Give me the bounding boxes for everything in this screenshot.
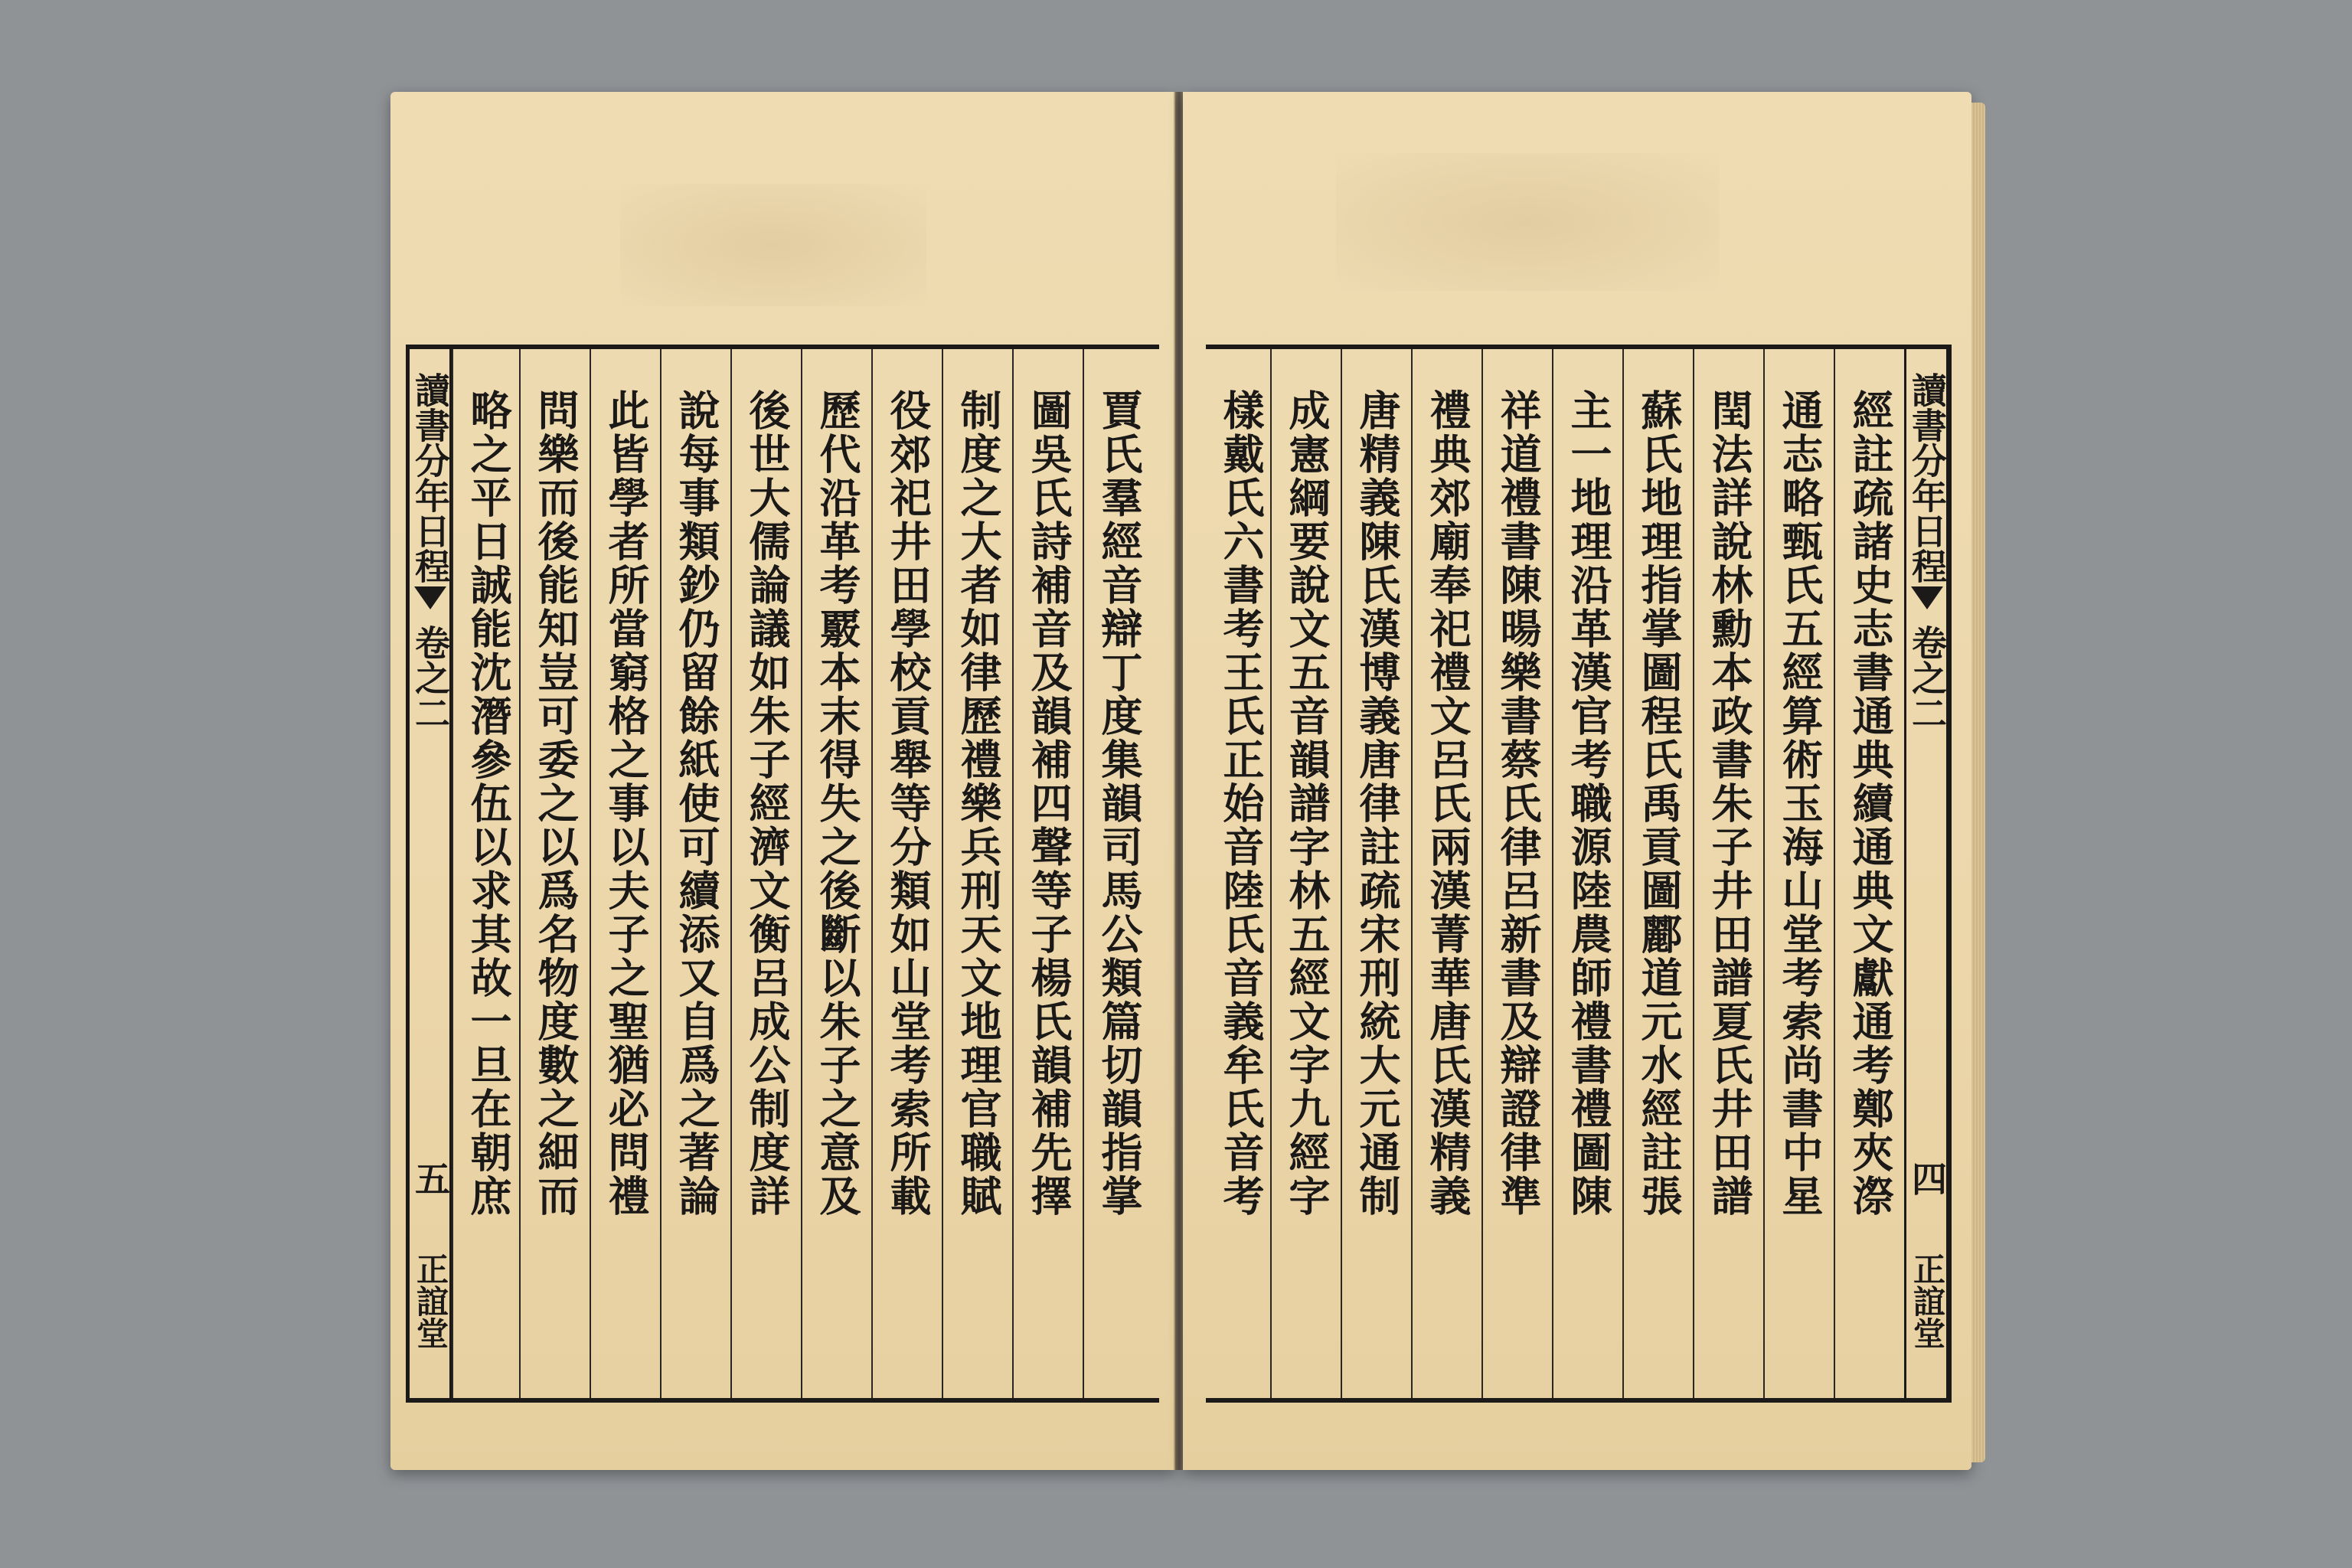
text-column — [452, 349, 519, 1398]
text-column — [1622, 349, 1693, 1398]
paper-stain — [620, 184, 926, 306]
text-column — [871, 349, 942, 1398]
column-text: 問樂而後能知豈可委之以爲名物度數之細而 — [531, 389, 580, 1218]
publisher-label: 正誼堂 — [412, 1253, 449, 1349]
text-column — [1012, 349, 1083, 1398]
column-text: 後世大儒論議如朱子經濟文衡呂成公制度詳 — [743, 389, 792, 1218]
text-column — [1552, 349, 1622, 1398]
left-banxin — [407, 349, 452, 1398]
book-title: 讀書分年日程 — [1906, 372, 1948, 583]
paper-stain — [1336, 153, 1719, 291]
text-column — [1411, 349, 1481, 1398]
left-page — [390, 92, 1175, 1470]
text-column — [801, 349, 871, 1398]
text-column — [1693, 349, 1763, 1398]
column-text: 樣戴氏六書考王氏正始音陸氏音義牟氏音考 — [1217, 389, 1266, 1218]
page-edges — [1971, 103, 1985, 1462]
right-text-frame — [1206, 345, 1952, 1403]
page-number: 四 — [1906, 1161, 1948, 1196]
publisher-label: 正誼堂 — [1909, 1253, 1946, 1349]
column-text: 通志略甄氏五經算術玉海山堂考索尚書中星 — [1775, 389, 1824, 1218]
right-banxin — [1904, 349, 1949, 1398]
text-column — [1481, 349, 1552, 1398]
column-text: 此皆學者所當窮格之事以夫子之聖猶必問禮 — [602, 389, 651, 1218]
column-text: 歷代沿革考覈本末得失之後斷以朱子之意及 — [813, 389, 862, 1218]
text-column — [1763, 349, 1834, 1398]
book-title: 讀書分年日程 — [410, 372, 451, 583]
column-text: 蘇氏地理指掌圖程氏禹貢圖酈道元水經註張 — [1635, 389, 1684, 1218]
text-column — [942, 349, 1012, 1398]
column-text: 唐精義陳氏漢博義唐律註疏宋刑統大元通制 — [1353, 389, 1402, 1218]
fishtail-mark — [414, 586, 446, 609]
column-text: 主一地理沿革漢官考職源陸農師禮書禮圖陳 — [1564, 389, 1613, 1218]
column-text: 禮典郊廟奉祀禮文呂氏兩漢菁華唐氏漢精義 — [1423, 389, 1472, 1218]
left-text-frame — [406, 345, 1159, 1403]
right-page — [1183, 92, 1971, 1470]
text-column — [1206, 349, 1270, 1398]
text-column — [519, 349, 590, 1398]
text-column — [1834, 349, 1904, 1398]
volume-label: 卷之二 — [410, 625, 451, 730]
column-text: 說每事類鈔仍留餘紙使可續添又自爲之著論 — [672, 389, 721, 1218]
page-number: 五 — [410, 1161, 451, 1196]
text-column — [730, 349, 801, 1398]
text-column — [1341, 349, 1411, 1398]
volume-label: 卷之二 — [1906, 625, 1948, 730]
text-column — [1083, 349, 1153, 1398]
text-column — [660, 349, 730, 1398]
text-column — [1270, 349, 1341, 1398]
open-book — [383, 92, 1983, 1470]
text-column — [590, 349, 660, 1398]
column-text: 役郊祀井田學校貢舉等分類如山堂考索所載 — [884, 389, 933, 1218]
column-text: 閏法詳說林勳本政書朱子井田譜夏氏井田譜 — [1705, 389, 1754, 1218]
fishtail-mark — [1911, 586, 1943, 609]
column-text: 圖吳氏詩補音及韻補四聲等子楊氏韻補先擇 — [1024, 389, 1073, 1218]
column-text: 制度之大者如律歷禮樂兵刑天文地理官職賦 — [954, 389, 1003, 1218]
column-text: 賈氏羣經音辯丁度集韻司馬公類篇切韻指掌 — [1095, 389, 1144, 1218]
column-text: 經註疏諸史志書通典續通典文獻通考鄭夾漈 — [1846, 389, 1895, 1218]
column-text: 成憲綱要說文五音韻譜字林五經文字九經字 — [1282, 389, 1331, 1218]
column-text: 祥道禮書陳暘樂書蔡氏律呂新書及辯證律準 — [1494, 389, 1543, 1218]
column-text: 略之平日誠能沈潛參伍以求其故一旦在朝庶 — [464, 389, 513, 1218]
